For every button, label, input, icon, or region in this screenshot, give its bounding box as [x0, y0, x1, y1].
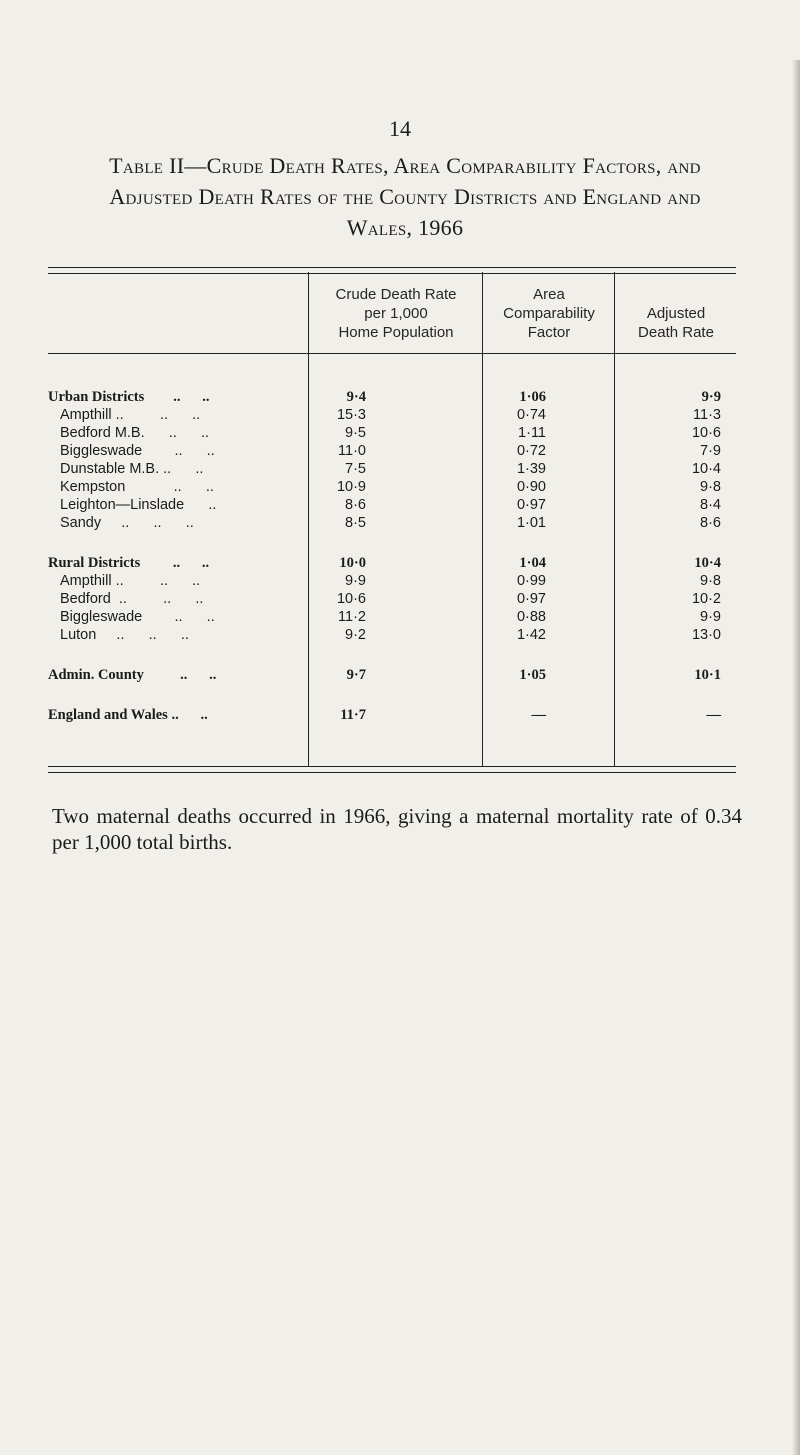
row-label: England and Wales .. ..	[48, 707, 208, 723]
adjusted-rate: 9·9	[701, 389, 721, 405]
table-row	[48, 497, 736, 515]
crude-rate: 11·2	[338, 609, 366, 625]
adjusted-rate: 13·0	[691, 627, 721, 643]
adjusted-rate: 10·2	[691, 591, 721, 607]
crude-rate: 9·2	[345, 627, 366, 643]
table-row	[48, 609, 736, 627]
row-label: Kempston .. ..	[60, 479, 214, 495]
comparability-factor: 0·97	[516, 591, 546, 607]
crude-rate: 15·3	[336, 407, 366, 423]
crude-rate: 8·5	[345, 515, 366, 531]
header-crude-death-rate: Crude Death Rate per 1,000 Home Population	[335, 286, 457, 341]
crude-rate: 10·6	[336, 591, 366, 607]
crude-rate: 10·0	[339, 555, 366, 571]
crude-rate: 9·9	[345, 573, 366, 589]
adjusted-rate: 10·6	[691, 425, 721, 441]
adjusted-rate: 9·9	[700, 609, 721, 625]
comparability-factor: 1·39	[516, 461, 546, 477]
row-label: Bedford M.B. .. ..	[60, 425, 210, 441]
row-label: Bedford .. .. ..	[60, 591, 204, 607]
row-label: Urban Districts .. ..	[48, 389, 210, 405]
table-row	[48, 407, 736, 425]
row-label: Ampthill .. .. ..	[60, 573, 201, 589]
maternal-mortality-note: Two maternal deaths occurred in 1966, giving a maternal mortality rate of 0.34 per 1,000 total births.	[52, 804, 742, 854]
comparability-factor: 1·01	[516, 515, 546, 531]
comparability-factor: 0·74	[516, 407, 546, 423]
comparability-factor: 1·05	[519, 667, 546, 683]
crude-rate: 7·5	[345, 461, 366, 477]
header-area-comparability-factor: Area Comparability Factor	[503, 286, 595, 341]
adjusted-rate: 10·4	[691, 461, 721, 477]
row-label: Luton .. .. ..	[60, 627, 189, 643]
row-label: Biggleswade .. ..	[60, 443, 215, 459]
adjusted-rate: 8·4	[700, 497, 721, 513]
row-label: Dunstable M.B. .. ..	[60, 461, 204, 477]
table-row	[48, 425, 736, 443]
table-row	[48, 707, 736, 725]
row-label: Sandy .. .. ..	[60, 515, 194, 531]
row-label: Biggleswade .. ..	[60, 609, 215, 625]
comparability-factor: —	[531, 707, 546, 723]
crude-rate: 10·9	[336, 479, 366, 495]
adjusted-rate: —	[706, 707, 721, 723]
table-row	[48, 443, 736, 461]
table-row	[48, 591, 736, 609]
title-line-3: Wales, 1966	[346, 215, 464, 240]
crude-rate: 11·7	[340, 707, 366, 723]
header-adjusted-death-rate: Adjusted Death Rate	[638, 305, 714, 341]
comparability-factor: 1·11	[518, 425, 546, 441]
page-number: 14	[389, 116, 411, 141]
comparability-factor: 1·06	[519, 389, 546, 405]
title-line-1: Table II—Crude Death Rates, Area Comparability Factors, and	[109, 153, 701, 178]
table-row	[48, 461, 736, 479]
adjusted-rate: 8·6	[700, 515, 721, 531]
row-label: Ampthill .. .. ..	[60, 407, 201, 423]
comparability-factor: 0·90	[516, 479, 546, 495]
crude-rate: 9·7	[346, 667, 366, 683]
table-row	[48, 389, 736, 407]
table-bottom-rule	[48, 766, 736, 773]
adjusted-rate: 9·8	[700, 573, 721, 589]
adjusted-rate: 10·1	[694, 667, 721, 683]
table-row	[48, 667, 736, 685]
page-edge-shadow	[792, 60, 800, 1455]
table-title	[40, 150, 770, 243]
table-top-rule	[48, 267, 736, 274]
crude-rate: 9·5	[345, 425, 366, 441]
adjusted-rate: 11·3	[693, 407, 721, 423]
table-row	[48, 479, 736, 497]
table-row	[48, 627, 736, 645]
row-label: Rural Districts .. ..	[48, 555, 210, 571]
comparability-factor: 0·99	[516, 573, 546, 589]
crude-rate: 8·6	[345, 497, 366, 513]
row-label: Admin. County .. ..	[48, 667, 217, 683]
table-row	[48, 573, 736, 591]
comparability-factor: 1·04	[519, 555, 546, 571]
death-rates-table	[48, 267, 736, 787]
comparability-factor: 0·97	[516, 497, 546, 513]
header-rule	[48, 353, 736, 354]
crude-rate: 9·4	[346, 389, 366, 405]
crude-rate: 11·0	[338, 443, 366, 459]
comparability-factor: 0·88	[516, 609, 546, 625]
adjusted-rate: 9·8	[700, 479, 721, 495]
comparability-factor: 0·72	[516, 443, 546, 459]
title-line-2: Adjusted Death Rates of the County Districts and England and	[109, 184, 701, 209]
table-row	[48, 555, 736, 573]
adjusted-rate: 10·4	[694, 555, 721, 571]
comparability-factor: 1·42	[516, 627, 546, 643]
row-label: Leighton—Linslade ..	[60, 497, 217, 513]
table-row	[48, 515, 736, 533]
adjusted-rate: 7·9	[700, 443, 721, 459]
